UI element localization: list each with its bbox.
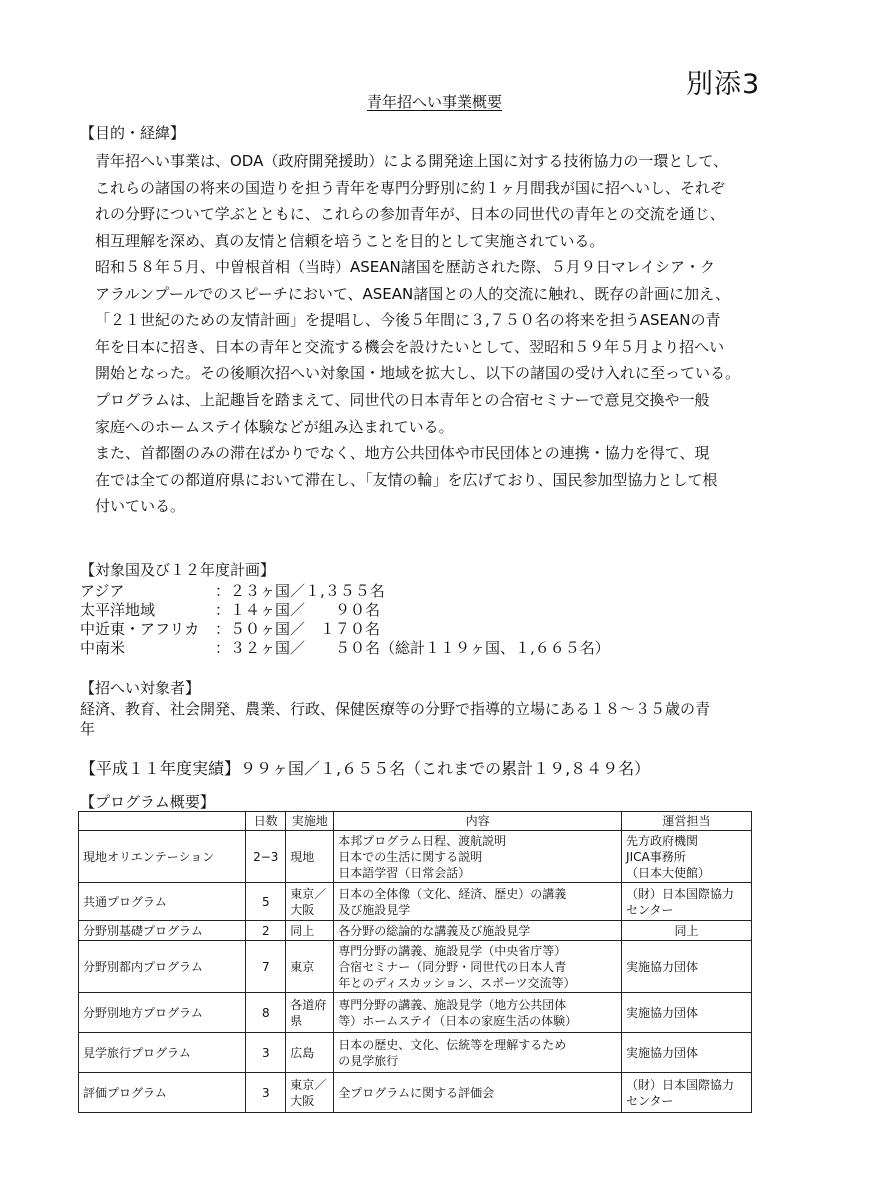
place-line: 広島 (290, 1045, 315, 1060)
program-heading: 【プログラム概要】 (80, 793, 215, 811)
targets-heading: 【招へい対象者】 (80, 679, 201, 697)
content-line: 全プログラムに関する評価会 (338, 1085, 495, 1100)
manager-line: JICA事務所 (626, 849, 686, 864)
program-content (334, 1033, 622, 1073)
place-line: 各道府 (290, 997, 327, 1012)
text-line: アラルンプールでのスピーチにおいて、ASEAN諸国との人的交流に触れ、既存の計画に加え、 (95, 284, 731, 303)
manager-line: センター (626, 1093, 674, 1108)
manager-line: （財）日本国際協力 (626, 886, 735, 901)
table-row (79, 1073, 752, 1113)
plan-value: ：１４ヶ国／ ９０名 (215, 601, 381, 619)
content-line: 日本の全体像（文化、経済、歴史）の講義 (338, 886, 567, 901)
program-place (286, 921, 334, 941)
text-line: 昭和５８年５月、中曽根首相（当時）ASEAN諸国を歴訪された際、５月９日マレイシア・ク (95, 258, 715, 276)
content-line: 専門分野の講義、施設見学（地方公共団体 (338, 997, 567, 1012)
plan-region: 太平洋地域 (80, 601, 156, 619)
program-manager (622, 1033, 752, 1073)
column-header: 内容 (334, 812, 622, 831)
program-days: 8 (246, 993, 286, 1033)
program-content (334, 1073, 622, 1113)
text-line: 相互理解を深め、真の友情と信頼を培うことを目的として実施されている。 (95, 231, 605, 250)
place-line: 東京 (290, 959, 315, 974)
text-line: 「２１世紀のための友情計画」を提唱し、今後５年間に３,７５０名の将来を担うASEANの青 (95, 311, 721, 330)
content-line: 及び施設見学 (338, 902, 411, 917)
targets-text-line-1: 経済、教育、社会開発、農業、行政、保健医療等の分野で指導的立場にある１８～３５歳の青 (80, 700, 711, 718)
program-content (334, 831, 622, 883)
column-header (79, 812, 246, 831)
manager-line: （財）日本国際協力 (626, 1077, 735, 1092)
text-line: 在では全ての都道府県において滞在し、「友情の輪」を広げており、国民参加型協力として根 (95, 470, 718, 489)
place-line: 東京／ (290, 886, 327, 901)
plan-value: ：３２ヶ国／ ５０名（総計１１９ヶ国、１,６６５名） (215, 639, 610, 657)
content-line: の見学旅行 (338, 1053, 399, 1068)
plan-value: ：２３ヶ国／１,３５５名 (215, 582, 385, 600)
program-place (286, 1033, 334, 1073)
program-name: 分野別基礎プログラム (79, 921, 246, 941)
targets-text-line-2: 年 (80, 720, 96, 738)
program-days: 3 (246, 1033, 286, 1073)
table-header-row (79, 812, 752, 831)
table-row (79, 1033, 752, 1073)
program-name: 見学旅行プログラム (79, 1033, 246, 1073)
table-row (79, 831, 752, 883)
place-line: 現地 (290, 849, 315, 864)
program-content (334, 993, 622, 1033)
program-content (334, 941, 622, 993)
document-title-text: 青年招へい事業概要 (366, 93, 502, 111)
program-content (334, 921, 622, 941)
content-line: 日本での生活に関する説明 (338, 849, 483, 864)
plan-region: 中南米 (80, 639, 126, 657)
program-manager (622, 941, 752, 993)
plan-region: 中近東・アフリカ (80, 620, 200, 638)
manager-line: 同上 (674, 923, 699, 938)
text-line: 家庭へのホームステイ体験などが組み込まれている。 (95, 417, 454, 436)
content-line: 日本の歴史、文化、伝統等を理解するため (338, 1037, 567, 1052)
table-row (79, 883, 752, 921)
text-line: これらの諸国の将来の国造りを担う青年を専門分野別に約１ヶ月間我が国に招へいし、それぞ (95, 178, 726, 197)
text-line: れの分野について学ぶとともに、これらの参加青年が、日本の同世代の青年との交流を通じ、 (95, 205, 725, 224)
purpose-paragraph-2 (80, 254, 792, 387)
content-line: 年とのディスカッション、スポーツ交流等） (338, 975, 576, 990)
program-days: 2 (246, 921, 286, 941)
program-name: 共通プログラム (79, 883, 246, 921)
place-line: 大阪 (290, 902, 315, 917)
content-line: 各分野の総論的な講義及び施設見学 (338, 923, 531, 938)
content-line: 日本語学習（日常会話） (338, 865, 471, 880)
program-place (286, 941, 334, 993)
text-line: 開始となった。その後順次招へい対象国・地域を拡大し、以下の諸国の受け入れに至っている。 (95, 364, 741, 383)
program-table (78, 811, 752, 1113)
column-header: 日数 (246, 812, 286, 831)
program-name: 評価プログラム (79, 1073, 246, 1113)
plan-heading: 【対象国及び１２年度計画】 (80, 561, 276, 579)
program-days: 3 (246, 1073, 286, 1113)
program-content (334, 883, 622, 921)
manager-line: 実施協力団体 (626, 1005, 699, 1020)
program-place (286, 883, 334, 921)
program-name: 現地オリエンテーション (79, 831, 246, 883)
place-line: 東京／ (290, 1077, 327, 1092)
table-row (79, 921, 752, 941)
program-manager (622, 831, 752, 883)
place-line: 県 (290, 1013, 303, 1028)
text-line: 青年招へい事業は、ODA（政府開発援助）による開発途上国に対する技術協力の一環として、 (95, 152, 729, 170)
manager-line: 先方政府機関 (626, 833, 699, 848)
plan-value: ：５０ヶ国／ １７０名 (215, 620, 381, 638)
program-place (286, 831, 334, 883)
purpose-paragraph-3 (80, 387, 792, 440)
program-manager (622, 993, 752, 1033)
text-line: プログラムは、上記趣旨を踏まえて、同世代の日本青年との合宿セミナーで意見交換や一般 (95, 391, 710, 409)
plan-region: アジア (80, 582, 125, 600)
content-line: 等）ホームステイ（日本の家庭生活の体験） (338, 1013, 578, 1028)
table-row (79, 993, 752, 1033)
program-manager (622, 921, 752, 941)
program-name: 分野別都内プログラム (79, 941, 246, 993)
place-line: 大阪 (290, 1093, 315, 1108)
program-manager (622, 1073, 752, 1113)
purpose-paragraph-1 (80, 148, 792, 254)
program-name: 分野別地方プログラム (79, 993, 246, 1033)
manager-line: 実施協力団体 (626, 959, 699, 974)
manager-line: （日本大使館） (626, 865, 711, 880)
program-place (286, 993, 334, 1033)
program-place (286, 1073, 334, 1113)
text-line: また、首都圏のみの滞在ばかりでなく、地方公共団体や市民団体との連携・協力を得て、現 (95, 444, 710, 462)
purpose-heading: 【目的・経緯】 (80, 124, 186, 142)
content-line: 合宿セミナー（同分野・同世代の日本人青 (338, 959, 567, 974)
content-line: 本邦プログラム日程、渡航説明 (338, 833, 507, 848)
manager-line: センター (626, 902, 674, 917)
manager-line: 実施協力団体 (626, 1045, 699, 1060)
text-line: 付いている。 (95, 497, 186, 516)
program-manager (622, 883, 752, 921)
column-header: 運営担当 (622, 812, 752, 831)
place-line: 同上 (290, 923, 315, 938)
purpose-paragraph-4 (80, 440, 792, 520)
column-header: 実施地 (286, 812, 334, 831)
content-line: 専門分野の講義、施設見学（中央省庁等） (338, 943, 567, 958)
program-days: 2−3 (246, 831, 286, 883)
text-line: 年を日本に招き、日本の青年と交流する機会を設けたいとして、翌昭和５９年５月より招へい (95, 337, 725, 356)
program-days: 5 (246, 883, 286, 921)
program-days: 7 (246, 941, 286, 993)
document-title (0, 91, 869, 112)
results-text: 【平成１１年度実績】９９ヶ国／１,６５５名（これまでの累計１９,８４９名） (80, 759, 651, 778)
attachment-label: 別添3 (686, 69, 761, 100)
table-row (79, 941, 752, 993)
